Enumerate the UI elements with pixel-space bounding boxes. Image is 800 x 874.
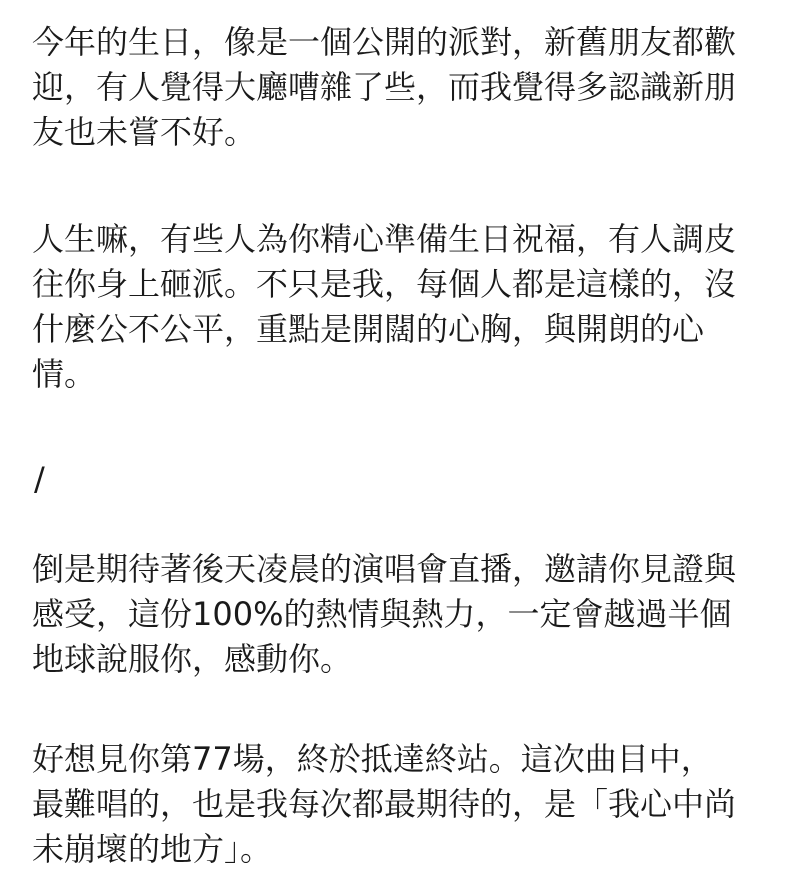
- text-line: 今年的生日，像是一個公開的派對，新舊朋友都歡: [32, 23, 737, 61]
- text-line: 往你身上砸派。不只是我，每個人都是這樣的，沒: [32, 265, 737, 303]
- text-line: 友也未嘗不好。: [32, 113, 257, 151]
- separator-slash: /: [34, 460, 45, 498]
- paragraph-concert-livestream: [32, 547, 736, 682]
- section-separator: [34, 457, 45, 502]
- paragraph-life-reflection: [32, 217, 736, 397]
- text-line: 感受，這份100%的熱情與熱力，一定會越過半個: [32, 595, 732, 633]
- text-line: 倒是期待著後天凌晨的演唱會直播，邀請你見證與: [32, 550, 737, 588]
- paragraph-birthday-party: [32, 20, 736, 155]
- text-line: 最難唱的，也是我每次都最期待的，是「我心中尚: [32, 785, 737, 823]
- text-line: 人生嘛，有些人為你精心準備生日祝福，有人調皮: [32, 220, 737, 258]
- text-line: 迎，有人覺得大廳嘈雜了些，而我覺得多認識新朋: [32, 68, 737, 106]
- text-line: 情。: [32, 355, 97, 393]
- text-line: 好想見你第77場，終於抵達終站。這次曲目中，: [32, 740, 713, 778]
- text-line: 地球說服你，感動你。: [32, 640, 353, 678]
- paragraph-final-show: [32, 737, 736, 872]
- text-line: 未崩壞的地方」。: [32, 830, 273, 868]
- text-line: 什麼公不公平，重點是開闊的心胸，與開朗的心: [32, 310, 705, 348]
